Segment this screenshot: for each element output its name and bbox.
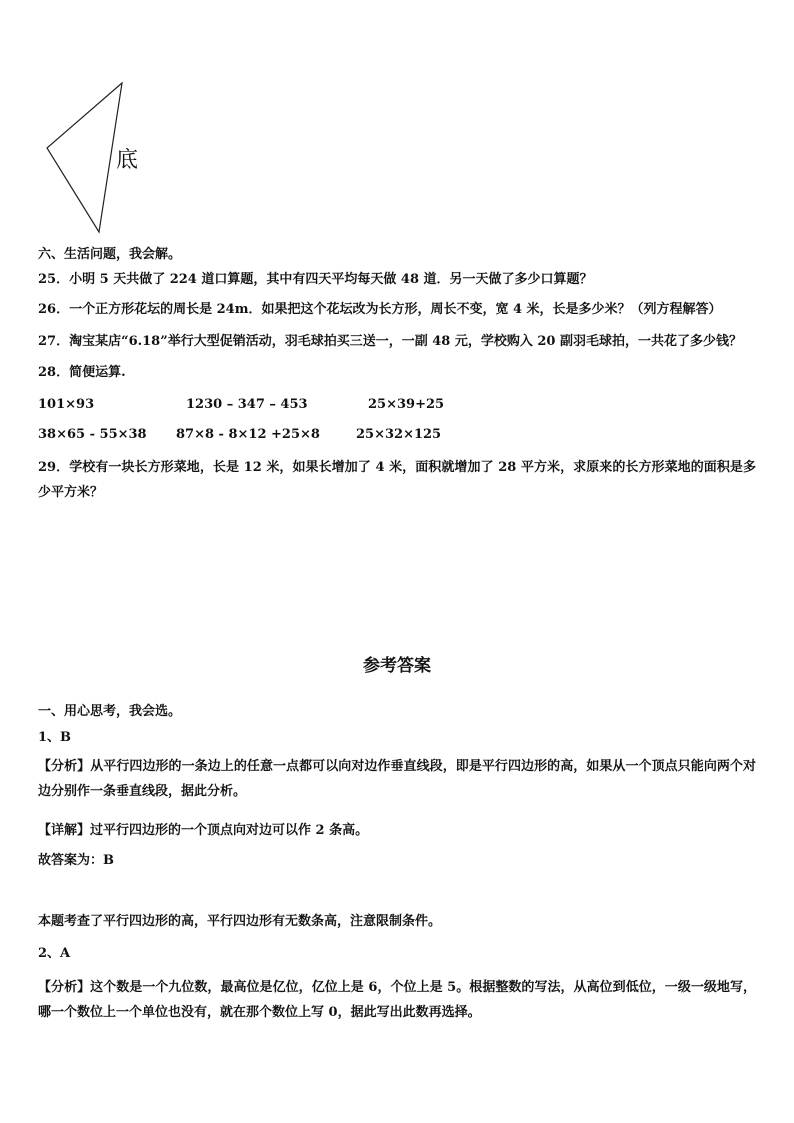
- calc-item: 101×93: [38, 397, 95, 412]
- question-27: 27．淘宝某店“6.18”举行大型促销活动，羽毛球拍买三送一，一副 48 元，学校购入 20 副羽毛球拍，一共花了多少钱？: [38, 334, 742, 349]
- calc-item: 1230 – 347 – 453: [186, 397, 308, 412]
- triangle-base-label: 底: [116, 148, 139, 173]
- answer-1-detail: 【详解】过平行四边形的一个顶点向对边可以作 2 条高。: [38, 823, 369, 838]
- section-6-heading: 六、生活问题，我会解。: [38, 247, 182, 262]
- answers-title: 参考答案: [363, 656, 431, 676]
- question-26: 26．一个正方形花坛的周长是 24m．如果把这个花坛改为长方形，周长不变，宽 4 米，长是多少米？（列方程解答）: [38, 302, 722, 317]
- answer-1: 1、B: [38, 730, 72, 745]
- calc-item: 25×32×125: [356, 427, 442, 442]
- question-25: 25．小明 5 天共做了 224 道口算题，其中有四天平均每天做 48 道．另一天做了多少口算题？: [38, 272, 593, 287]
- answer-1-analysis: 【分析】从平行四边形的一条边上的任意一点都可以向对边作垂直线段，即是平行四边形的高，如果从一个顶点只能向两个对边分别作一条垂直线段，据此分析。: [38, 759, 756, 799]
- calc-item: 38×65 - 55×38: [38, 427, 147, 442]
- calc-item: 87×8 - 8×12 +25×8: [176, 427, 320, 442]
- triangle-shape: [47, 83, 122, 232]
- answer-1-note: 本题考查了平行四边形的高，平行四边形有无数条高，注意限制条件。: [38, 914, 442, 929]
- triangle-figure: [40, 80, 160, 240]
- answer-2-analysis: 【分析】这个数是一个九位数，最高位是亿位，亿位上是 6，个位上是 5。根据整数的写法，从高位到低位，一级一级地写，哪一个数位上一个单位也没有，就在那个数位上写 0，据此写出此数再选择。: [38, 980, 756, 1020]
- answer-1-conclusion: 故答案为：B: [38, 853, 114, 868]
- calc-item: 25×39+25: [368, 397, 445, 412]
- answer-2: 2、A: [38, 946, 71, 961]
- question-28: 28．简便运算.: [38, 365, 126, 380]
- answers-section-1-heading: 一、用心思考，我会选。: [38, 704, 182, 719]
- question-29: 29．学校有一块长方形菜地，长是 12 米，如果长增加了 4 米，面积就增加了 28 平方米，求原来的长方形菜地的面积是多少平方米？: [38, 460, 756, 500]
